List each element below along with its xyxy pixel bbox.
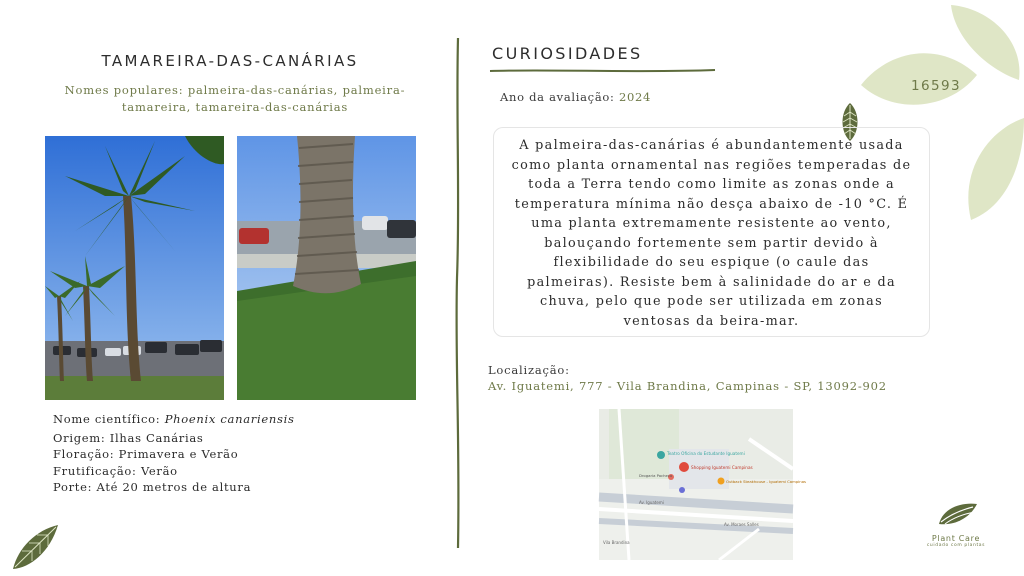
location-address: Av. Iguatemi, 777 - Vila Brandina, Campinas - SP, 13092-902 xyxy=(488,379,887,393)
scientific-name-value: Phoenix canariensis xyxy=(164,412,295,426)
map-label-pharmacy: Drogaria Pacheco xyxy=(639,473,673,478)
plant-facts xyxy=(53,411,295,496)
brand-logo xyxy=(921,500,991,552)
brand-leaf-icon xyxy=(931,500,981,530)
size: Porte: Até 20 metros de altura xyxy=(53,480,252,494)
palm-trunk-closeup-photo xyxy=(237,136,416,400)
evaluation-year xyxy=(500,90,651,104)
scientific-name xyxy=(53,411,295,428)
evaluation-year-value: 2024 xyxy=(618,90,652,104)
origin: Origem: Ilhas Canárias xyxy=(53,430,204,445)
map-pin-theatre-icon xyxy=(657,451,665,459)
curiosities-title: CURIOSIDADES xyxy=(492,44,643,63)
fruiting: Frutificação: Verão xyxy=(53,463,178,478)
popular-names: Nomes populares: palmeira-das-canárias, palmeira-tamareira, tamareira-das-canárias xyxy=(64,83,406,114)
map-label-shopping: Shopping Iguatemi Campinas xyxy=(691,465,753,470)
curiosities-description: A palmeira-das-canárias é abundantemente usada como planta ornamental nas regiões temperadas de toda a Terra tendo como limite as zonas onde a temperatura mínima não desça abaixo de -10 °C. É uma planta extremamente resistente ao vento, balouçando fortemente sem partir devido à flexibilidade do seu espique (o caule das palmeiras). Resiste bem à salinidade do ar e da chuva, pelo que pode ser utilizada em zonas ventosas da beira-mar. xyxy=(493,127,930,337)
title-underline xyxy=(490,67,715,75)
palm-trees-parking-photo xyxy=(45,136,224,400)
map-pin-main-icon xyxy=(679,462,689,472)
column-divider xyxy=(451,38,465,548)
map-label-area: Vila Brandina xyxy=(603,540,630,545)
location-label: Localização: xyxy=(488,363,570,377)
evaluation-year-label: Ano da avaliação: xyxy=(500,90,615,104)
record-id: 16593 xyxy=(911,78,961,94)
map-label-restaurant: Outback Steakhouse - Iguatemi Campinas xyxy=(726,479,807,484)
brand-tagline: cuidado com plantas xyxy=(926,543,986,548)
scientific-name-label: Nome científico: xyxy=(53,412,161,426)
map-label-street-1: Av. Iguatemi xyxy=(639,500,664,505)
flowering: Floração: Primavera e Verão xyxy=(53,447,239,461)
brand-name: Plant Care xyxy=(931,534,981,543)
map-label-theatre: Teatro Oficina do Estudante Iguatemi xyxy=(667,451,745,456)
species-title: TAMAREIRA-DAS-CANÁRIAS xyxy=(101,52,359,70)
map-label-street-2: Av. Moraes Salles xyxy=(724,522,759,527)
map-pin-restaurant-icon xyxy=(718,478,725,485)
map-pin-store-icon xyxy=(679,487,685,493)
location-map[interactable] xyxy=(599,409,807,560)
decorative-leaf-icon xyxy=(10,522,62,572)
